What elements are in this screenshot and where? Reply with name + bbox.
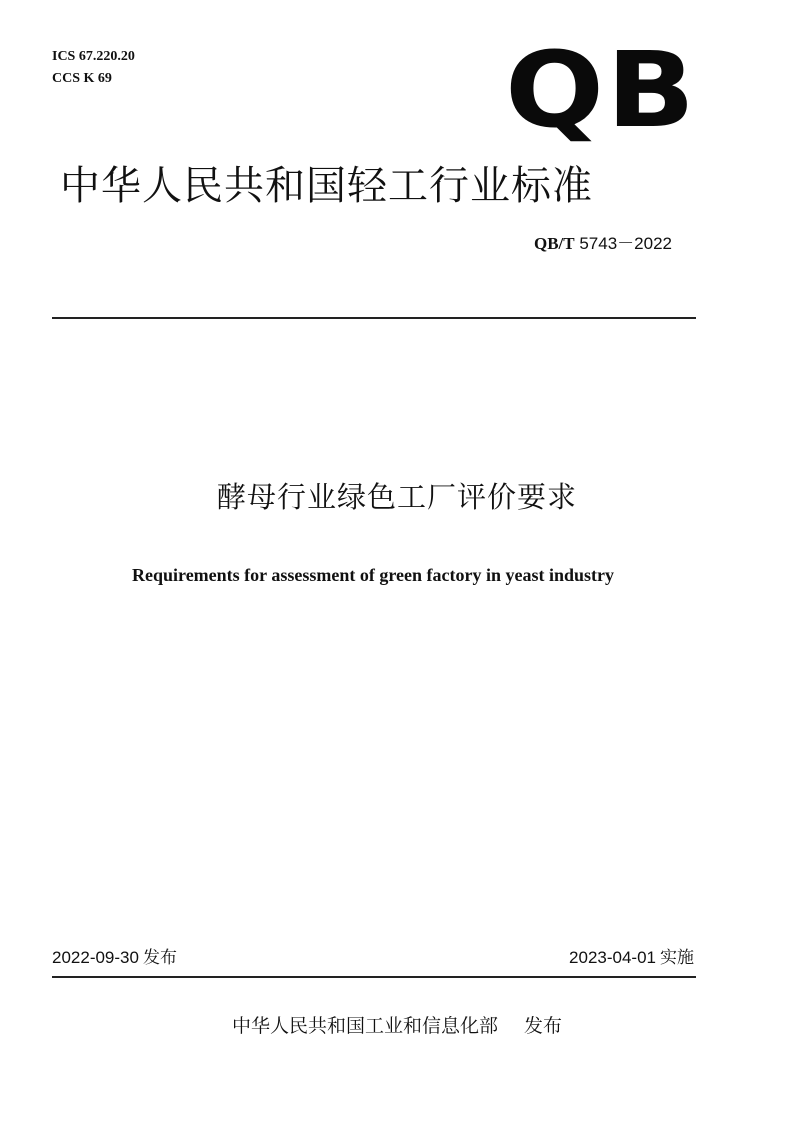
- chinese-title: 酵母行业绿色工厂评价要求: [216, 480, 577, 514]
- publisher-name: 中华人民共和国工业和信息化部: [231, 1015, 498, 1037]
- implement-date-row: [569, 946, 694, 970]
- implement-date: 2023-04-01: [569, 948, 656, 967]
- issue-date-row: [52, 946, 177, 970]
- ics-code: ICS 67.220.20: [52, 49, 135, 64]
- standard-number-value: 5743－2022: [574, 234, 672, 253]
- publisher-line: [0, 1012, 794, 1040]
- publisher-label: 发布: [524, 1015, 563, 1037]
- standard-number: [534, 232, 672, 256]
- classification-codes: [52, 46, 135, 90]
- ccs-code: CCS K 69: [52, 71, 112, 86]
- standard-number-prefix: QB/T: [534, 234, 575, 253]
- implement-label: 实施: [660, 948, 694, 968]
- issue-date: 2022-09-30: [52, 948, 139, 967]
- qb-logo: QB: [505, 29, 698, 151]
- standard-category-title: 中华人民共和国轻工行业标准: [60, 163, 593, 209]
- top-divider: [52, 317, 696, 319]
- bottom-divider: [52, 976, 696, 978]
- english-title: Requirements for assessment of green factory in yeast industry: [132, 565, 614, 585]
- issue-label: 发布: [142, 948, 177, 968]
